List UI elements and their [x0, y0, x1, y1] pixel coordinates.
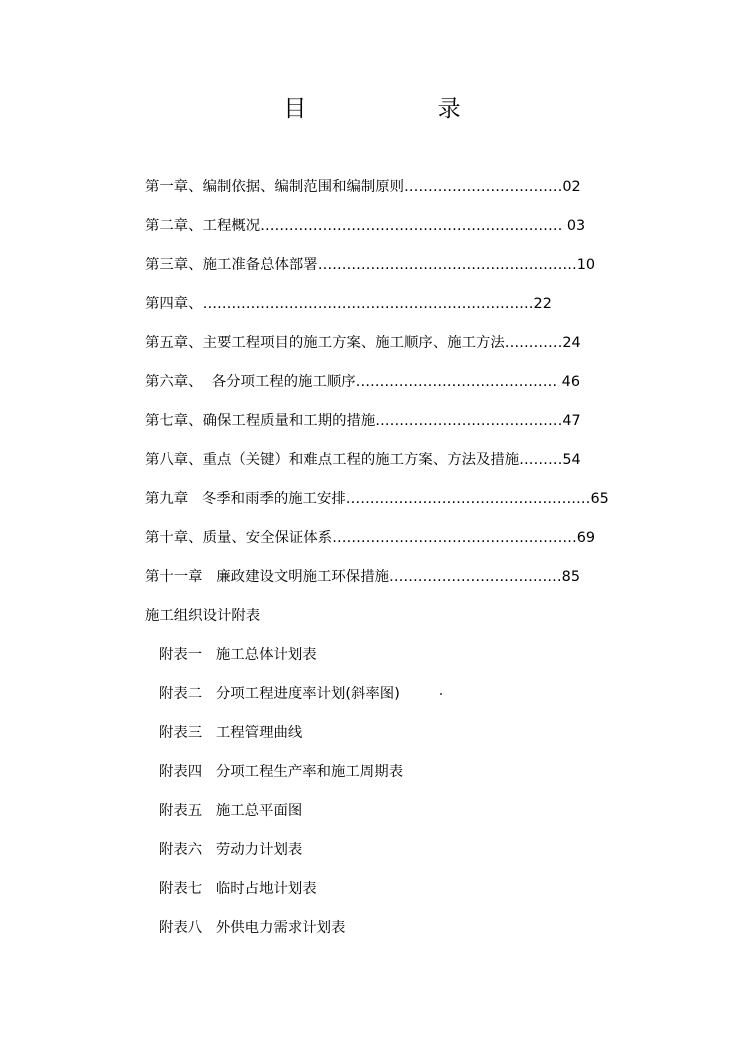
table-of-contents	[145, 176, 615, 956]
appendix-heading: 施工组织设计附表	[145, 608, 261, 624]
appendix-item-5: 附表五 施工总平面图	[159, 803, 303, 819]
appendix-item-8: 附表八 外供电力需求计划表	[159, 920, 346, 936]
page-title: 目 录	[283, 96, 523, 122]
toc-entry-chapter-3: 第三章、施工准备总体部署………………………………………………10	[145, 257, 596, 273]
toc-entry-chapter-5: 第五章、主要工程项目的施工方案、施工顺序、施工方法…………24	[145, 335, 581, 351]
stray-dot-mark	[440, 693, 442, 695]
toc-entry-chapter-8: 第八章、重点（关键）和难点工程的施工方案、方法及措施………54	[145, 452, 581, 468]
appendix-item-7: 附表七 临时占地计划表	[159, 881, 317, 897]
toc-entry-chapter-2: 第二章、工程概况……………………………………………………… 03	[145, 218, 586, 234]
appendix-item-1: 附表一 施工总体计划表	[159, 647, 317, 663]
appendix-item-3: 附表三 工程管理曲线	[159, 725, 303, 741]
toc-entry-chapter-11: 第十一章 廉政建设文明施工环保措施………………………………85	[145, 569, 580, 585]
toc-entry-chapter-10: 第十章、质量、安全保证体系……………………………………………69	[145, 530, 596, 546]
toc-entry-chapter-9: 第九章 冬季和雨季的施工安排……………………………………………65	[145, 491, 609, 507]
appendix-item-2: 附表二 分项工程进度率计划(斜率图)	[159, 686, 400, 702]
toc-entry-chapter-1: 第一章、编制依据、编制范围和编制原则……………………………02	[145, 179, 581, 195]
toc-entry-chapter-6: 第六章、 各分项工程的施工顺序…………………………………… 46	[145, 374, 580, 390]
toc-entry-chapter-4: 第四章、……………………………………………………………22	[145, 296, 552, 312]
toc-entry-chapter-7: 第七章、确保工程质量和工期的措施…………………………………47	[145, 413, 581, 429]
appendix-item-6: 附表六 劳动力计划表	[159, 842, 303, 858]
appendix-item-4: 附表四 分项工程生产率和施工周期表	[159, 764, 403, 780]
